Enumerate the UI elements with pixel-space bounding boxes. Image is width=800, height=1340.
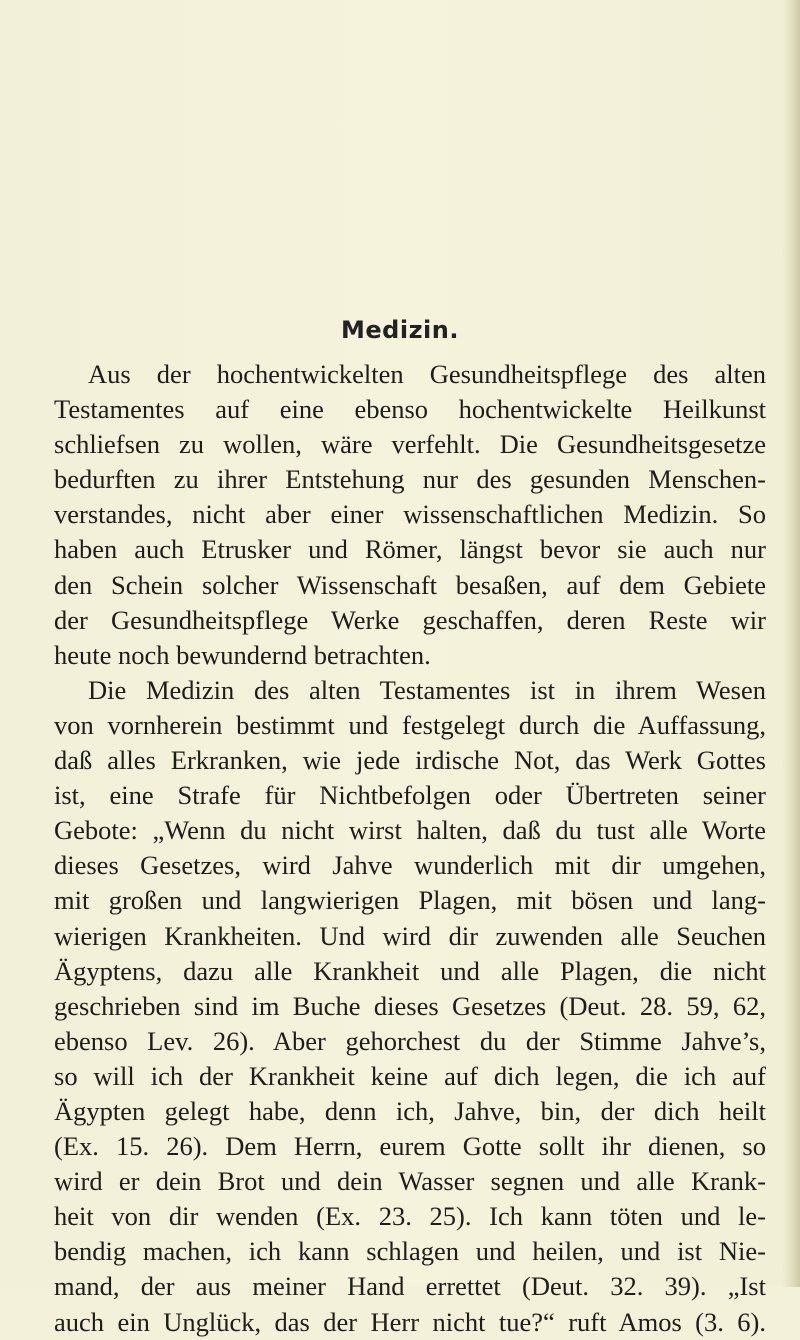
text-line: heit von dir wenden (Ex. 23. 25). Ich kann töten und le- xyxy=(54,1201,766,1232)
text-line: mand, der aus meiner Hand errettet (Deut. 32. 39). „Ist xyxy=(54,1271,766,1302)
text-line: schliefsen zu wollen, wäre verfehlt. Die Gesundheitsgesetze xyxy=(54,429,766,460)
text-line: bedurften zu ihrer Entstehung nur des gesunden Menschen- xyxy=(54,464,766,495)
text-line: verstandes, nicht aber einer wissenschaftlichen Medizin. So xyxy=(54,499,766,530)
text-line: Aus der hochentwickelten Gesundheitspflege des alten xyxy=(88,359,766,389)
text-line: wird er dein Brot und dein Wasser segnen und alle Krank- xyxy=(54,1166,766,1197)
text-line: auch ein Unglück, das der Herr nicht tue?“ ruft Amos (3. 6). xyxy=(54,1306,766,1337)
body-text xyxy=(54,357,766,1340)
paragraph-2 xyxy=(54,673,766,1340)
page-edge-shadow xyxy=(782,0,800,1287)
text-line: haben auch Etrusker und Römer, längst bevor sie auch nur xyxy=(54,534,766,565)
text-line: so will ich der Krankheit keine auf dich legen, die ich auf xyxy=(54,1060,766,1091)
text-line: Ägyptens, dazu alle Krankheit und alle Plagen, die nicht xyxy=(54,955,766,986)
text-line: dieses Gesetzes, wird Jahve wunderlich mit dir umgehen, xyxy=(54,850,766,881)
text-line: wierigen Krankheiten. Und wird dir zuwenden alle Seuchen xyxy=(54,920,766,951)
text-line: Gebote: „Wenn du nicht wirst halten, daß du tust alle Worte xyxy=(54,815,766,846)
text-line: ist, eine Strafe für Nichtbefolgen oder Übertreten seiner xyxy=(54,780,766,811)
text-line: geschrieben sind im Buche dieses Gesetzes (Deut. 28. 59, 62, xyxy=(54,990,766,1021)
text-line: den Schein solcher Wissenschaft besaßen, auf dem Gebiete xyxy=(54,569,766,600)
text-line: ebenso Lev. 26). Aber gehorchest du der Stimme Jahve’s, xyxy=(54,1025,766,1056)
text-line: der Gesundheitspflege Werke geschaffen, deren Reste wir xyxy=(54,604,766,635)
text-line: daß alles Erkranken, wie jede irdische Not, das Werk Gottes xyxy=(54,745,766,776)
text-line: Testamentes auf eine ebenso hochentwickelte Heilkunst xyxy=(54,394,766,425)
paragraph-1 xyxy=(54,357,766,673)
text-line: mit großen und langwierigen Plagen, mit bösen und lang- xyxy=(54,885,766,916)
text-line: Ägypten gelegt habe, denn ich, Jahve, bin, der dich heilt xyxy=(54,1095,766,1126)
text-line: Die Medizin des alten Testamentes ist in ihrem Wesen xyxy=(88,674,766,705)
section-heading: Medizin. xyxy=(341,316,459,344)
text-line: bendig machen, ich kann schlagen und heilen, und ist Nie- xyxy=(54,1236,766,1267)
text-line: heute noch bewundernd betrachten. xyxy=(54,639,431,670)
text-line: von vornherein bestimmt und festgelegt durch die Auffassung, xyxy=(54,709,766,740)
text-line: (Ex. 15. 26). Dem Herrn, eurem Gotte sollt ihr dienen, so xyxy=(54,1131,766,1162)
